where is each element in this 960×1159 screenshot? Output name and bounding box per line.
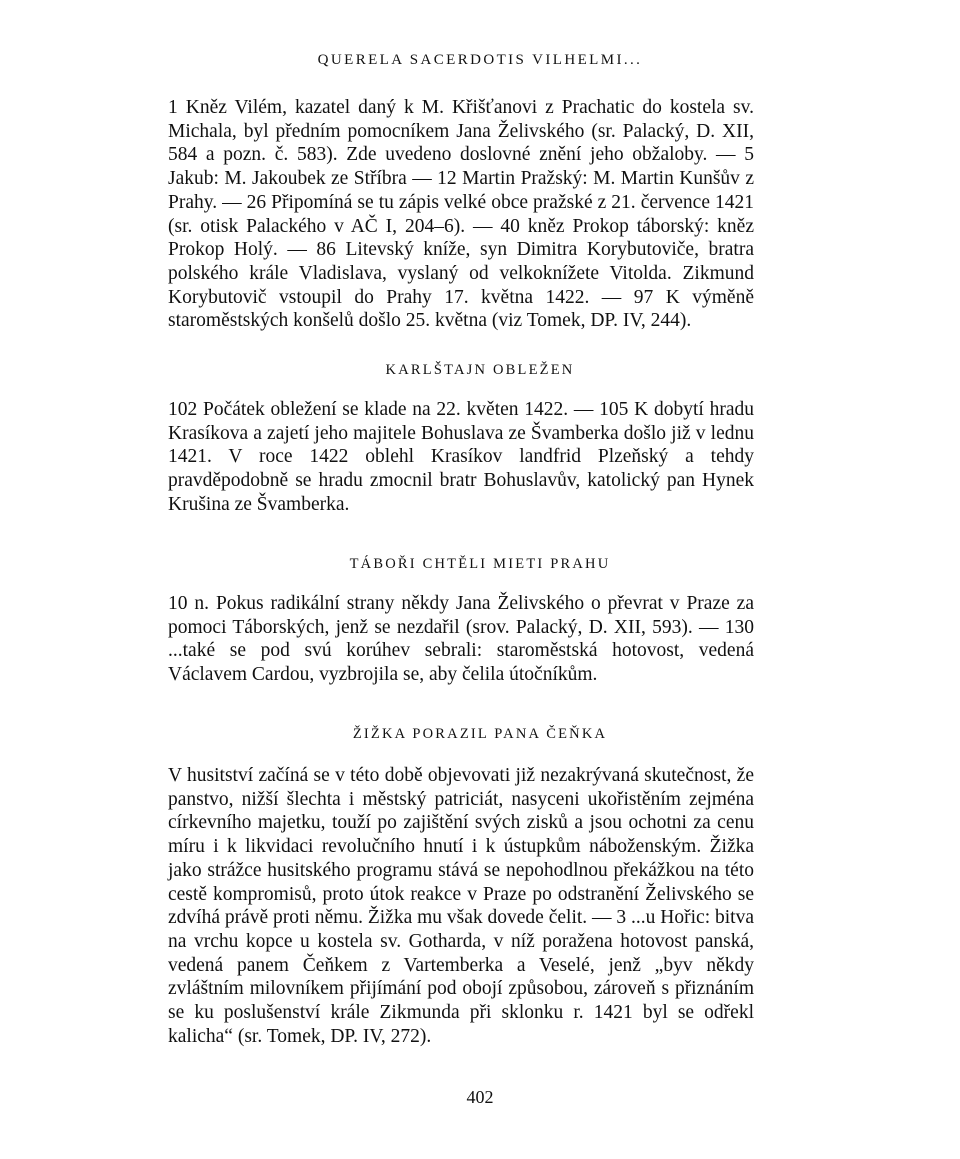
running-head: QUERELA SACERDOTIS VILHELMI... <box>317 52 643 68</box>
notes-paragraph-3: 10 n. Pokus radikální strany někdy Jana Želivského o převrat v Praze za pomoci Táborských, jenž se nezdařil (srov. Palacký, D. XII, 593). — 130 ...také se pod svú korúhev sebrali: staroměstská hotovost, vedená Václavem Cardou, vyzbrojila se, aby čelila útočníkům. <box>168 593 754 686</box>
page-number: 402 <box>466 1087 494 1107</box>
section-heading-zizka: ŽIŽKA PORAZIL PANA ČEŇKA <box>352 726 608 742</box>
notes-paragraph-2: 102 Počátek obležení se klade na 22. květen 1422. — 105 K dobytí hradu Krasíkova a zajetí jeho majitele Bohuslava ze Švamberka došlo již v lednu 1421. V roce 1422 oblehl Krasíkov landfrid Plzeňský a tehdy pravděpodobně se hradu zmocnil bratr Bohuslavův, katolický pan Hynek Krušina ze Švamberka. <box>168 399 754 515</box>
notes-paragraph-1: 1 Kněz Vilém, kazatel daný k M. Křišťanovi z Prachatic do kostela sv. Michala, byl předním pomocníkem Jana Želivského (sr. Palacký, D. XII, 584 a pozn. č. 583). Zde uvedeno doslovné znění jeho obžaloby. — 5 Jakub: M. Jakoubek ze Stříbra — 12 Martin Pražský: M. Martin Kunšův z Prahy. — 26 Připomíná se tu zápis velké obce pražské z 21. července 1421 (sr. otisk Palackého v AČ I, 204–6). — 40 kněz Prokop táborský: kněz Prokop Holý. — 86 Litevský kníže, syn Dimitra Korybutoviče, bratra polského krále Vladislava, vyslaný od velkoknížete Vitolda. Zikmund Korybutovič vstoupil do Prahy 17. května 1422. — 97 K výměně staroměstských konšelů došlo 25. května (viz Tomek, DP. IV, 244). <box>168 97 754 332</box>
section-heading-tabori: TÁBOŘI CHTĚLI MIETI PRAHU <box>349 556 611 572</box>
section-heading-karlstajn: KARLŠTAJN OBLEŽEN <box>385 362 575 378</box>
notes-paragraph-4: V husitství začíná se v této době objevovati již nezakrývaná skutečnost, že panstvo, nižší šlechta i městský patriciát, nasyceni ukořistěním zejména církevního majetku, touží po zajištění svých zisků a jsou ochotni za cenu míru i k likvidaci revolučního hnutí i k ústupkům náboženským. Žižka jako strážce husitského programu stává se nepohodlnou překážkou na této cestě kompromisů, proto útok reakce v Praze po odstranění Želivského se zdvíhá právě proti němu. Žižka mu však dovede čelit. — 3 ...u Hořic: bitva na vrchu kopce u kostela sv. Gotharda, v níž poražena hotovost panská, vedená panem Čeňkem z Vartemberka a Veselé, jenž „byv někdy zvláštním milovníkem přijímání pod obojí způsobou, zároveň s přiznáním se ku poslušenství krále Zikmunda při sklonku r. 1421 byl se odřekl kalicha“ (sr. Tomek, DP. IV, 272). <box>168 765 754 1047</box>
